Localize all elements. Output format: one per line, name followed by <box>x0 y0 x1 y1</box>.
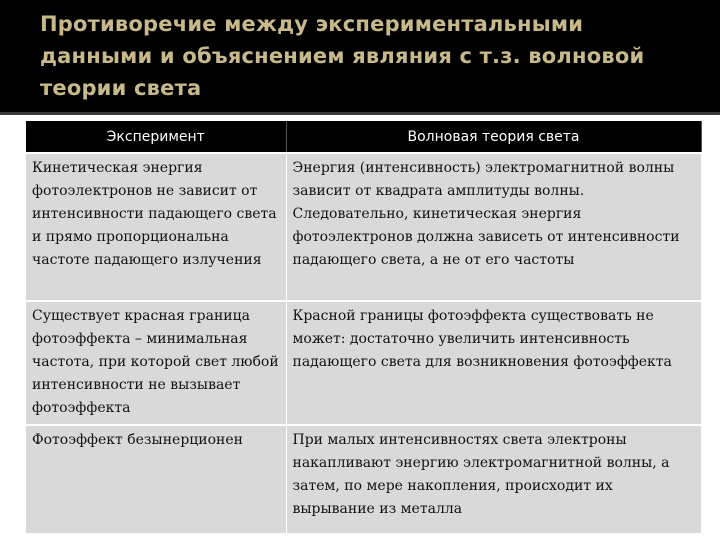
header-wave-theory: Волновая теория света <box>286 121 701 153</box>
table-row <box>26 425 701 533</box>
cell-experiment: Фотоэффект безынерционен <box>26 425 286 533</box>
comparison-table <box>26 121 702 533</box>
cell-theory: Красной границы фотоэффекта существовать не может: достаточно увеличить интенсивность падающего света для возникновения фотоэффекта <box>286 301 701 425</box>
title-bar <box>0 0 720 112</box>
table-header-row <box>26 121 701 153</box>
cell-theory: Энергия (интенсивность) электромагнитной волны зависит от квадрата амплитуды волны. Следовательно, кинетическая энергия фотоэлектронов должна зависеть от интенсивности падающего света, а не от его частоты <box>286 153 701 301</box>
cell-experiment: Кинетическая энергия фотоэлектронов не зависит от интенсивности падающего света и прямо пропорциональна частоте падающего излучения <box>26 153 286 301</box>
table-row <box>26 301 701 425</box>
table-row <box>26 153 701 301</box>
slide-title: Противоречие между экспериментальными данными и объяснением являния с т.з. волновой теории света <box>40 12 645 100</box>
header-experiment: Эксперимент <box>26 121 286 153</box>
cell-experiment: Существует красная граница фотоэффекта – минимальная частота, при которой свет любой интенсивности не вызывает фотоэффекта <box>26 301 286 425</box>
cell-theory: При малых интенсивностях света электроны накапливают энергию электромагнитной волны, а затем, по мере накопления, происходит их вырывание из металла <box>286 425 701 533</box>
